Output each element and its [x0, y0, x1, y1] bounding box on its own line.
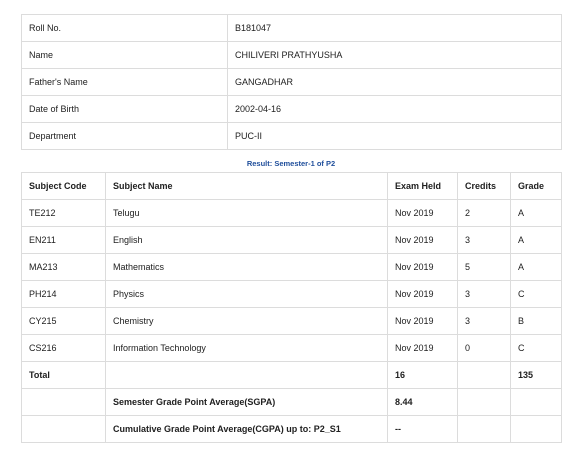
- credits: 3: [458, 281, 511, 308]
- total-empty-cell: [458, 362, 511, 389]
- sgpa-empty-cell: [22, 389, 106, 416]
- table-row: [22, 254, 562, 281]
- table-row: [22, 335, 562, 362]
- col-header-subject-name: Subject Name: [106, 173, 388, 200]
- subject-name: Chemistry: [106, 308, 388, 335]
- cgpa-empty-cell: [511, 416, 562, 443]
- credits: 3: [458, 308, 511, 335]
- credits: 3: [458, 227, 511, 254]
- table-row: [22, 200, 562, 227]
- subject-name: Information Technology: [106, 335, 388, 362]
- subject-code: EN211: [22, 227, 106, 254]
- grade: C: [511, 281, 562, 308]
- total-label: Total: [22, 362, 106, 389]
- credits: 0: [458, 335, 511, 362]
- subject-code: TE212: [22, 200, 106, 227]
- subject-code: CS216: [22, 335, 106, 362]
- subject-code: PH214: [22, 281, 106, 308]
- exam-held: Nov 2019: [388, 254, 458, 281]
- name-value: CHILIVERI PRATHYUSHA: [228, 42, 562, 69]
- exam-held: Nov 2019: [388, 335, 458, 362]
- total-credits: 16: [388, 362, 458, 389]
- exam-held: Nov 2019: [388, 281, 458, 308]
- student-row-name: [22, 42, 562, 69]
- grade: C: [511, 335, 562, 362]
- exam-held: Nov 2019: [388, 227, 458, 254]
- father-name-value: GANGADHAR: [228, 69, 562, 96]
- credits: 5: [458, 254, 511, 281]
- name-label: Name: [22, 42, 228, 69]
- cgpa-row: [22, 416, 562, 443]
- student-info-table: [21, 14, 562, 150]
- subject-code: CY215: [22, 308, 106, 335]
- student-row-father: [22, 69, 562, 96]
- subject-name: Mathematics: [106, 254, 388, 281]
- results-header-row: [22, 173, 562, 200]
- grade: B: [511, 308, 562, 335]
- sgpa-empty-cell: [458, 389, 511, 416]
- exam-held: Nov 2019: [388, 308, 458, 335]
- father-name-label: Father's Name: [22, 69, 228, 96]
- table-row: [22, 308, 562, 335]
- col-header-subject-code: Subject Code: [22, 173, 106, 200]
- roll-value: B181047: [228, 15, 562, 42]
- subject-name: English: [106, 227, 388, 254]
- dob-label: Date of Birth: [22, 96, 228, 123]
- sgpa-label: Semester Grade Point Average(SGPA): [106, 389, 388, 416]
- student-row-roll: [22, 15, 562, 42]
- grade: A: [511, 254, 562, 281]
- sgpa-empty-cell: [511, 389, 562, 416]
- result-caption: Result: Semester-1 of P2: [246, 159, 336, 168]
- student-row-department: [22, 123, 562, 150]
- subject-code: MA213: [22, 254, 106, 281]
- total-grade-points: 135: [511, 362, 562, 389]
- col-header-grade: Grade: [511, 173, 562, 200]
- subject-name: Telugu: [106, 200, 388, 227]
- credits: 2: [458, 200, 511, 227]
- col-header-exam-held: Exam Held: [388, 173, 458, 200]
- total-empty-cell: [106, 362, 388, 389]
- sgpa-row: [22, 389, 562, 416]
- table-row: [22, 281, 562, 308]
- grade: A: [511, 227, 562, 254]
- exam-held: Nov 2019: [388, 200, 458, 227]
- cgpa-label: Cumulative Grade Point Average(CGPA) up to: P2_S1: [106, 416, 388, 443]
- department-label: Department: [22, 123, 228, 150]
- cgpa-empty-cell: [22, 416, 106, 443]
- col-header-credits: Credits: [458, 173, 511, 200]
- cgpa-empty-cell: [458, 416, 511, 443]
- subject-name: Physics: [106, 281, 388, 308]
- sgpa-value: 8.44: [388, 389, 458, 416]
- total-row: [22, 362, 562, 389]
- student-row-dob: [22, 96, 562, 123]
- department-value: PUC-II: [228, 123, 562, 150]
- dob-value: 2002-04-16: [228, 96, 562, 123]
- results-table: [21, 172, 562, 443]
- table-row: [22, 227, 562, 254]
- cgpa-value: --: [388, 416, 458, 443]
- grade: A: [511, 200, 562, 227]
- roll-label: Roll No.: [22, 15, 228, 42]
